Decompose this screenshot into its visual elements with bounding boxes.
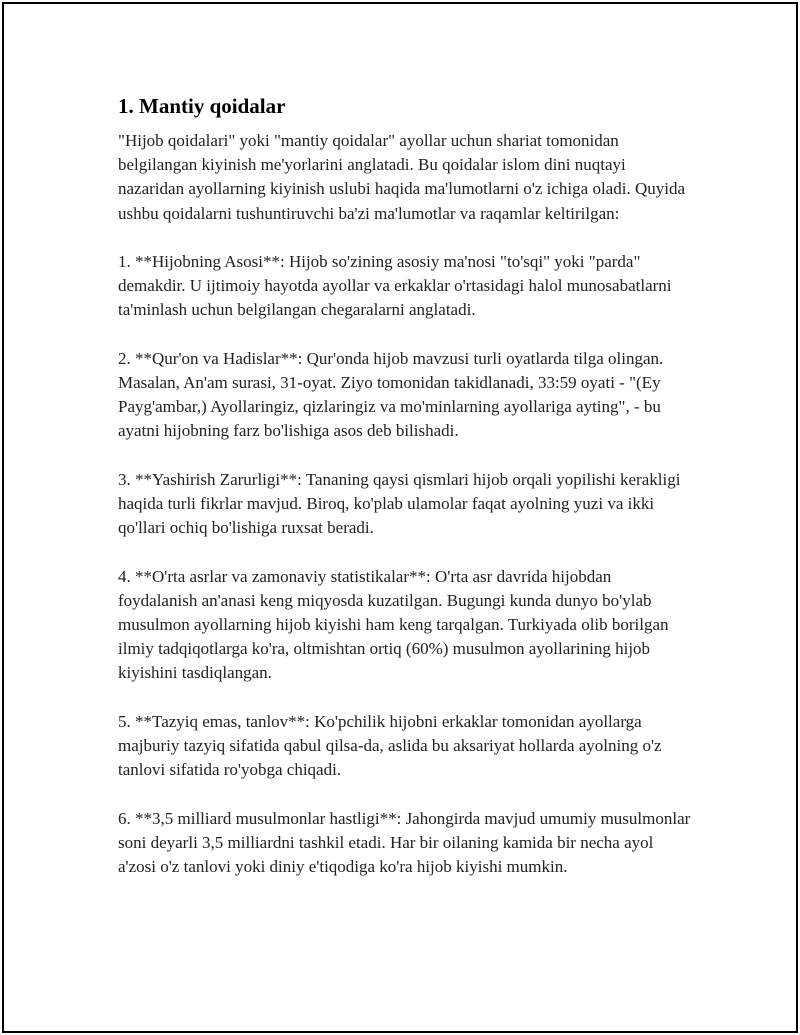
point-1-paragraph: 1. **Hijobning Asosi**: Hijob so'zining asosiy ma'nosi "to'sqi" yoki "parda" demakdir. U ijtimoiy hayotda ayollar va erkaklar o'rtasidagi halol munosabatlarni ta'minlash uchun belgilangan chegaralarni anglatadi.: [118, 252, 672, 320]
point-3-paragraph: 3. **Yashirish Zarurligi**: Tananing qaysi qismlari hijob orqali yopilishi kerakligi haqida turli fikrlar mavjud. Biroq, ko'plab ulamolar faqat ayolning yuzi va ikki qo'llari ochiq bo'lishiga ruxsat beradi.: [118, 469, 681, 538]
point-2-paragraph: 2. **Qur'on va Hadislar**: Qur'onda hijob mavzusi turli oyatlarda tilga olingan. Masalan, An'am surasi, 31-oyat. Ziyo tomonidan takidlanadi, 33:59 oyati - "(Ey Payg'ambar,) Ayollaringiz, qizlaringiz va mo'minlarning ayollariga ayting", - bu ayatni hijobning farz bo'lishiga asos deb bilishadi.: [118, 348, 664, 441]
intro-paragraph: "Hijob qoidalari" yoki "mantiy qoidalar" ayollar uchun shariat tomonidan belgilangan kiyinish me'yorlarini anglatadi. Bu qoidalar islom dini nuqtayi nazaridan ayollarning kiyinish uslubi haqida ma'lumotlarni o'z ichiga oladi. Quyida ushbu qoidalarni tushuntiruvchi ba'zi ma'lumotlar va raqamlar keltirilgan:: [118, 131, 685, 223]
document-title: 1. Mantiy qoidalar: [118, 94, 286, 118]
point-5-paragraph: 5. **Tazyiq emas, tanlov**: Ko'pchilik hijobni erkaklar tomonidan ayollarga majburiy tazyiq sifatida qabul qilsa-da, aslida bu aksariyat hollarda ayolning o'z tanlovi sifatida ro'yobga chiqadi.: [118, 711, 662, 780]
point-6-paragraph: 6. **3,5 milliard musulmonlar hastligi**: Jahongirda mavjud umumiy musulmonlar soni deyarli 3,5 milliardni tashkil etadi. Har bir oilaning kamida bir necha ayol a'zosi o'z tanlovi yoki diniy e'tiqodiga ko'ra hijob kiyishi mumkin.: [118, 808, 691, 876]
document-body: [118, 92, 693, 903]
point-4-paragraph: 4. **O'rta asrlar va zamonaviy statistikalar**: O'rta asr davrida hijobdan foydalanish an'anasi keng miqyosda kuzatilgan. Bugungi kunda dunyo bo'ylab musulmon ayollarning hijob kiyishi ham keng tarqalgan. Turkiyada olib borilgan ilmiy tadqiqotlarga ko'ra, oltmishtan ortiq (60%) musulmon ayollarining hijob kiyishini tasdiqlangan.: [118, 566, 669, 683]
